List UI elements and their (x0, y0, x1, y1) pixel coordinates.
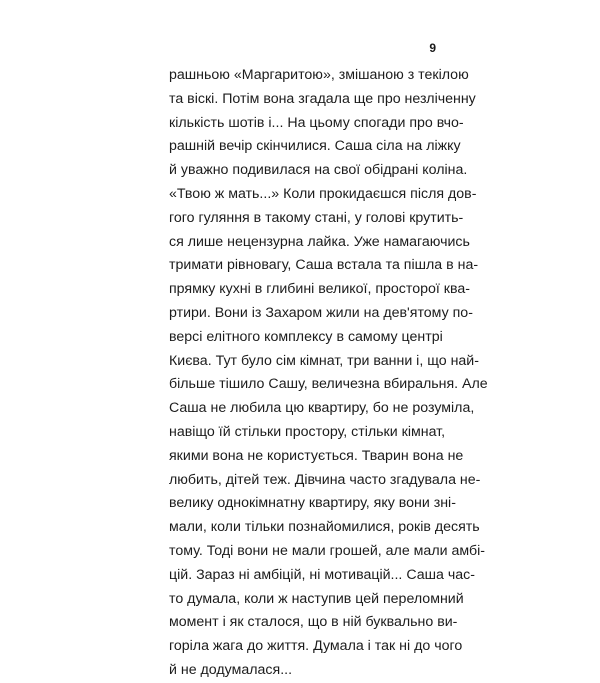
text-line: Києва. Тут було сім кімнат, три ванни і, що най- (169, 352, 479, 369)
text-line: Саша не любила цю квартиру, бо не розуміла, (169, 400, 475, 417)
body-text (169, 64, 488, 683)
text-line: тому. Тоді вони не мали грошей, але мали амбі- (169, 542, 485, 559)
page-number: 9 (429, 41, 436, 55)
text-line: горіла жага до життя. Думала і так ні до чого (169, 638, 463, 655)
text-line-last: й не додумалася... (169, 661, 293, 678)
text-line: момент і як сталося, що в ній буквально ви- (169, 614, 458, 631)
text-line: версі елітного комплексу в самому центрі (169, 328, 443, 345)
text-line: рашній вечір скінчилися. Саша сіла на ліжку (169, 138, 461, 155)
text-line: то думала, коли ж наступив цей переломний (169, 590, 464, 607)
text-line: тримати рівновагу, Саша встала та пішла в на- (169, 257, 479, 274)
text-line: велику однокімнатну квартиру, яку вони зні- (169, 495, 456, 512)
text-line: ся лише нецензурна лайка. Уже намагаючись (169, 233, 470, 250)
text-line: навіщо їй стільки простору, стільки кімнат, (169, 423, 446, 440)
text-line: гого гуляння в такому стані, у голові крутить- (169, 209, 464, 226)
text-line: цій. Зараз ні амбіцій, ні мотивацій... Саша час- (169, 566, 475, 583)
text-line: та віскі. Потім вона згадала ще про незліченну (169, 90, 476, 107)
text-line: любить, дітей теж. Дівчина часто згадувала не- (169, 471, 481, 488)
text-line: рашньою «Маргаритою», змішаною з текілою (169, 67, 469, 83)
text-line: «Твою ж мать...» Коли прокидаєшся після дов- (169, 185, 477, 202)
text-line: більше тішило Сашу, величезна вбиральня. Але (169, 376, 488, 393)
text-line: якими вона не користується. Тварин вона не (169, 447, 464, 464)
text-line: прямку кухні в глибині великої, просторої ква- (169, 281, 470, 298)
text-line: й уважно подивилася на свої обідрані коліна. (169, 162, 468, 179)
text-line: ртири. Вони із Захаром жили на дев'ятому по- (169, 304, 473, 321)
text-line: кількість шотів і... На цьому спогади про вчо- (169, 114, 464, 131)
text-line: мали, коли тільки познайомилися, років десять (169, 519, 480, 536)
